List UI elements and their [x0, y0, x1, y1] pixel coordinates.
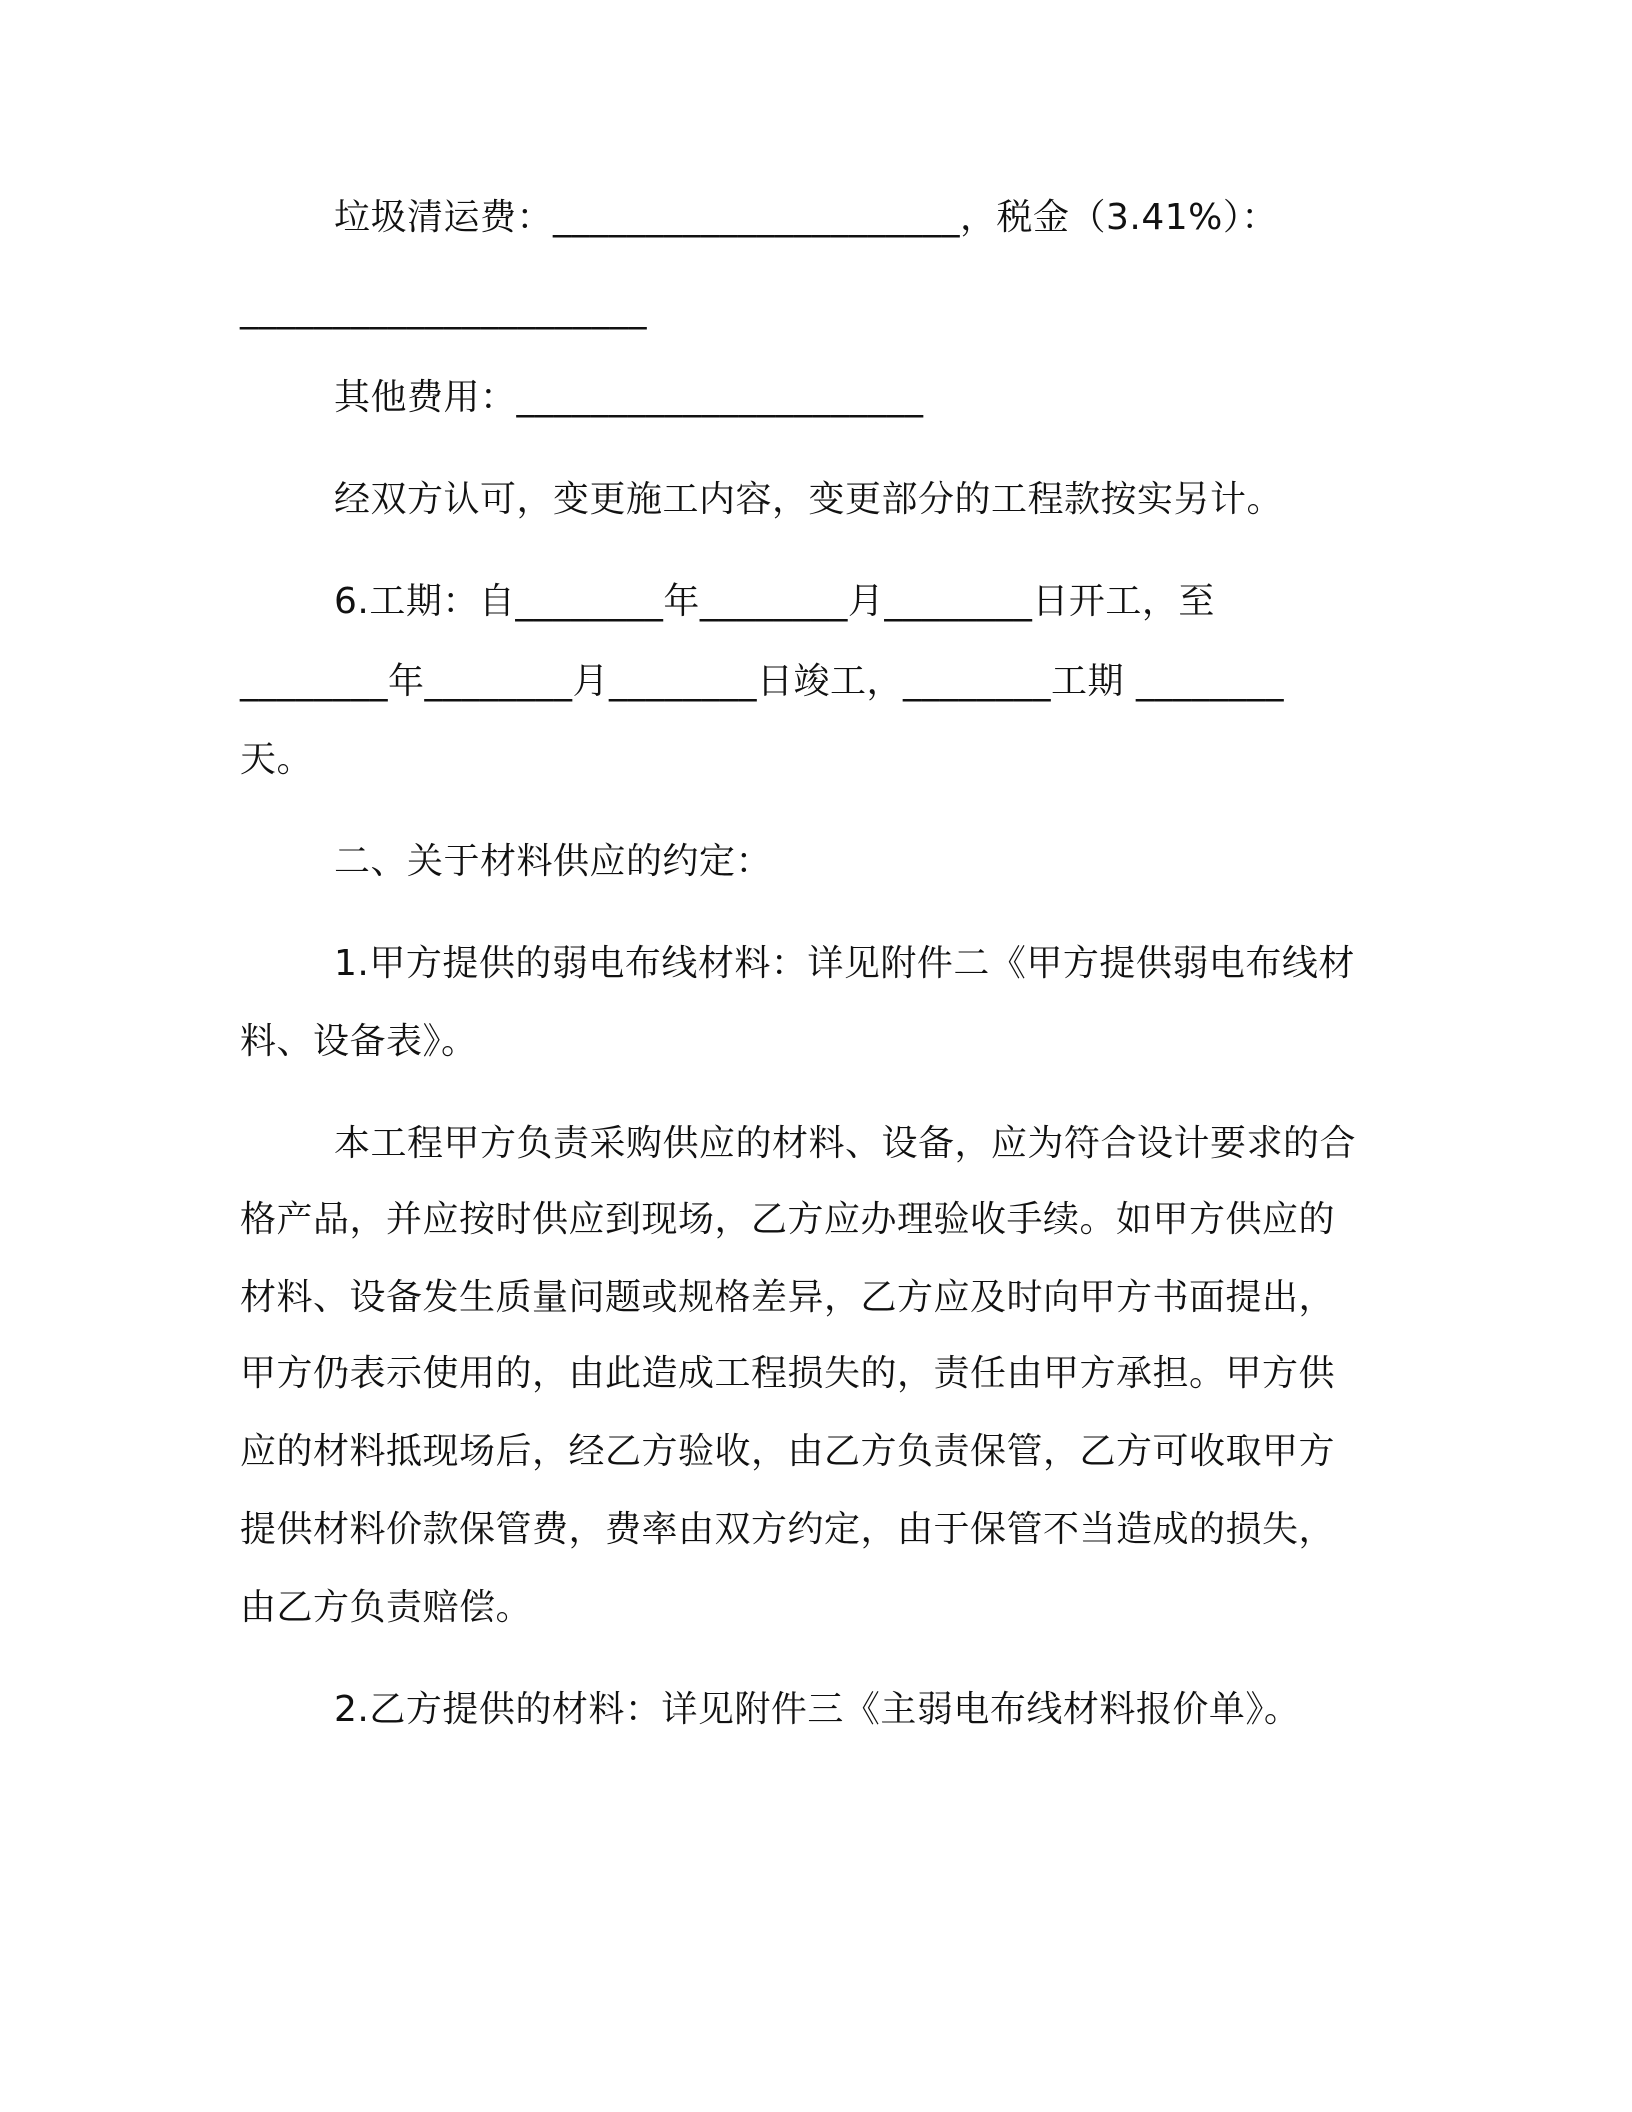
- line-schedule-end: ________年________月________日竣工，________工期 ________: [240, 661, 1284, 702]
- line-days: 天。: [240, 739, 314, 780]
- paragraph-line: 由乙方负责赔偿。: [240, 1587, 533, 1628]
- paragraph-line: 本工程甲方负责采购供应的材料、设备，应为符合设计要求的合: [334, 1123, 1357, 1164]
- line-garbage-fee-tax: 垃圾清运费：______________________，税金（3.41%）：: [334, 197, 1278, 238]
- paragraph-line: 甲方仍表示使用的，由此造成工程损失的，责任由甲方承担。甲方供: [240, 1353, 1336, 1394]
- paragraph-line: 格产品，并应按时供应到现场，乙方应办理验收手续。如甲方供应的: [240, 1199, 1336, 1240]
- section-heading-material-supply: 二、关于材料供应的约定：: [334, 841, 773, 882]
- line-tax-blank: ______________________: [240, 289, 647, 330]
- line-change-terms: 经双方认可，变更施工内容，变更部分的工程款按实另计。: [334, 479, 1284, 520]
- line-party-b-materials: 2.乙方提供的材料：详见附件三《主弱电布线材料报价单》。: [334, 1689, 1301, 1730]
- line-party-a-materials-cont: 料、设备表》。: [240, 1021, 478, 1062]
- paragraph-line: 材料、设备发生质量问题或规格差异，乙方应及时向甲方书面提出，: [240, 1277, 1336, 1318]
- paragraph-line: 提供材料价款保管费，费率由双方约定，由于保管不当造成的损失，: [240, 1509, 1336, 1550]
- line-other-fees: 其他费用：______________________: [334, 377, 924, 418]
- line-schedule-start: 6.工期：自________年________月________日开工，至: [334, 581, 1215, 622]
- line-party-a-materials: 1.甲方提供的弱电布线材料：详见附件二《甲方提供弱电布线材: [334, 943, 1355, 984]
- paragraph-line: 应的材料抵现场后，经乙方验收，由乙方负责保管，乙方可收取甲方: [240, 1431, 1336, 1472]
